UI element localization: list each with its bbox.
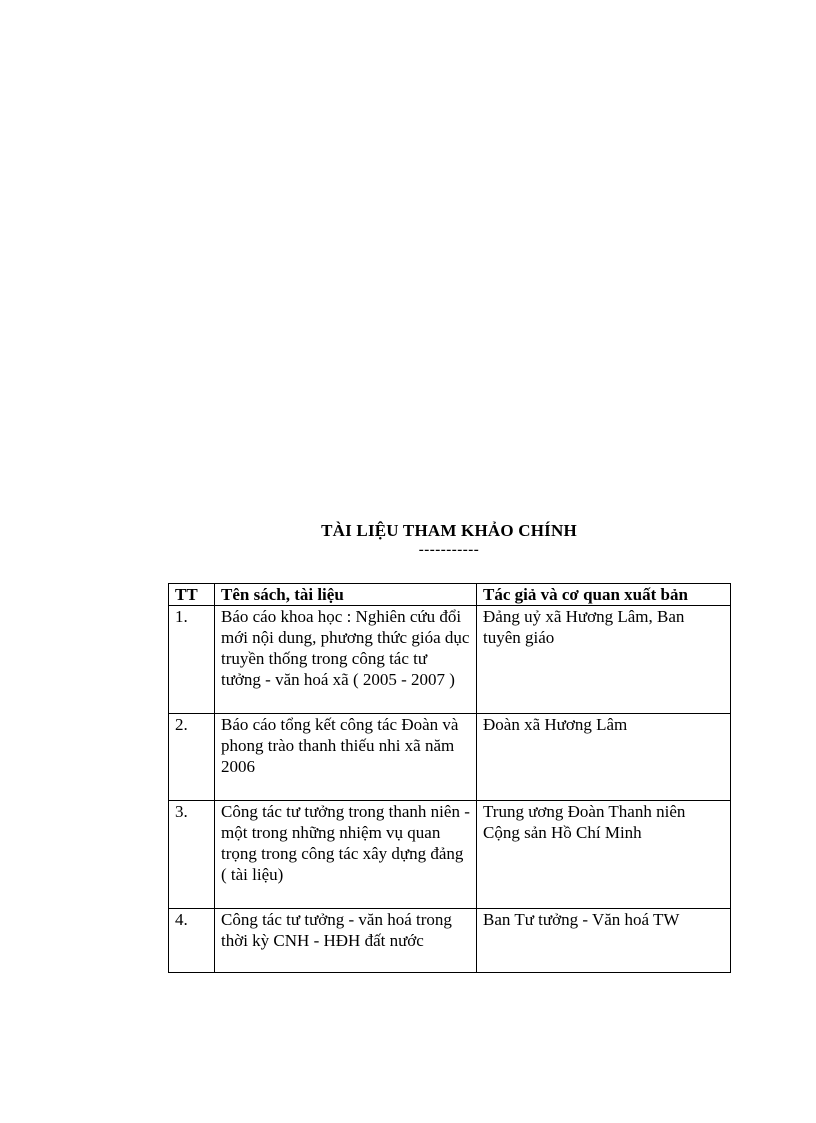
table-row xyxy=(169,801,731,909)
cell-author: Ban Tư tưởng - Văn hoá TW xyxy=(477,909,731,973)
table-body xyxy=(169,606,731,973)
cell-no: 4. xyxy=(169,909,215,973)
reference-table xyxy=(168,583,731,973)
cell-title: Báo cáo tổng kết công tác Đoàn và phong trào thanh thiếu nhi xã năm 2006 xyxy=(215,714,477,801)
page-title: TÀI LIỆU THAM KHẢO CHÍNH xyxy=(321,521,577,540)
cell-author: Trung ương Đoàn Thanh niên Cộng sản Hồ Chí Minh xyxy=(477,801,731,909)
cell-author: Đảng uỷ xã Hương Lâm, Ban tuyên giáo xyxy=(477,606,731,714)
header-author: Tác giả và cơ quan xuất bản xyxy=(477,584,731,606)
table-row xyxy=(169,714,731,801)
table-header xyxy=(169,584,731,606)
table-row xyxy=(169,606,731,714)
cell-no: 1. xyxy=(169,606,215,714)
cell-title: Báo cáo khoa học : Nghiên cứu đổi mới nội dung, phương thức gióa dục truyền thống trong công tác tư tưởng - văn hoá xã ( 2005 - 2007 ) xyxy=(215,606,477,714)
header-row xyxy=(169,584,731,606)
cell-no: 2. xyxy=(169,714,215,801)
cell-title: Công tác tư tưởng - văn hoá trong thời kỳ CNH - HĐH đất nước xyxy=(215,909,477,973)
cell-title: Công tác tư tưởng trong thanh niên - một trong những nhiệm vụ quan trọng trong công tác xây dựng đảng ( tài liệu) xyxy=(215,801,477,909)
header-title: Tên sách, tài liệu xyxy=(215,584,477,606)
table-row xyxy=(169,909,731,973)
cell-author: Đoàn xã Hương Lâm xyxy=(477,714,731,801)
header-no: TT xyxy=(169,584,215,606)
title-divider: ----------- xyxy=(418,542,480,558)
cell-no: 3. xyxy=(169,801,215,909)
